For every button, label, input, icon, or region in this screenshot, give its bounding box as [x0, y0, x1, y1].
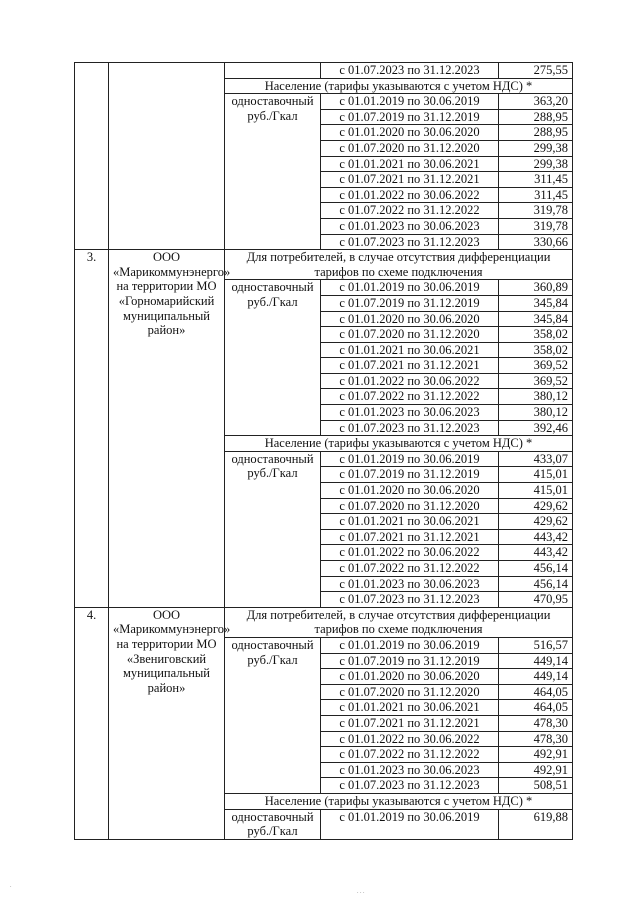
tariff-value: 360,89 [499, 280, 573, 296]
rate-type-label: одноставочный [231, 809, 314, 824]
tariff-period: с 01.07.2022 по 31.12.2022 [321, 747, 499, 763]
unit-label: руб./Гкал [247, 294, 298, 309]
tariff-period: с 01.07.2021 по 31.12.2021 [321, 358, 499, 374]
tariff-period: с 01.07.2022 по 31.12.2022 [321, 561, 499, 577]
tariff-value: 433,07 [499, 451, 573, 467]
tariff-period: с 01.07.2022 по 31.12.2022 [321, 389, 499, 405]
tariff-period: с 01.07.2020 по 31.12.2020 [321, 684, 499, 700]
rate-type-cell [225, 637, 321, 793]
tariff-value: 288,95 [499, 109, 573, 125]
tariff-value: 478,30 [499, 731, 573, 747]
organization-cell [109, 63, 225, 250]
tariff-value: 275,55 [499, 63, 573, 79]
tariff-value: 443,42 [499, 545, 573, 561]
population-header: Население (тарифы указываются с учетом НДС) * [225, 793, 573, 809]
entry-header-row [75, 607, 573, 637]
tariff-period: с 01.01.2020 по 30.06.2020 [321, 125, 499, 141]
unit-label: руб./Гкал [247, 824, 298, 839]
unit-label: руб./Гкал [247, 466, 298, 481]
tariff-value: 464,05 [499, 700, 573, 716]
unit-label: руб./Гкал [247, 108, 298, 123]
tariff-period: с 01.07.2020 по 31.12.2020 [321, 498, 499, 514]
tariff-value: 429,62 [499, 498, 573, 514]
tariff-period: с 01.01.2021 по 30.06.2021 [321, 156, 499, 172]
unit-label: руб./Гкал [247, 652, 298, 667]
tariff-period: с 01.07.2019 по 31.12.2019 [321, 467, 499, 483]
tariff-value: 299,38 [499, 156, 573, 172]
rate-type-cell [225, 809, 321, 839]
tariff-value: 516,57 [499, 637, 573, 653]
entry-number: 3. [75, 250, 109, 608]
rate-type-cell [225, 280, 321, 436]
tariff-period: с 01.07.2023 по 31.12.2023 [321, 234, 499, 250]
entry-number-cell [75, 63, 109, 250]
tariff-value: 470,95 [499, 592, 573, 608]
tariff-value: 363,20 [499, 94, 573, 110]
tariff-period: с 01.07.2019 по 31.12.2019 [321, 109, 499, 125]
tariff-value: 429,62 [499, 514, 573, 530]
section-header: Для потребителей, в случае отсутствия дифференциации тарифов по схеме подключения [225, 250, 573, 280]
tariff-row [75, 63, 573, 79]
tariff-period: с 01.01.2020 по 30.06.2020 [321, 311, 499, 327]
tariff-value: 319,78 [499, 218, 573, 234]
tariff-value: 443,42 [499, 529, 573, 545]
tariff-value: 369,52 [499, 358, 573, 374]
tariff-period: с 01.07.2019 по 31.12.2019 [321, 295, 499, 311]
scan-mark: . [10, 883, 12, 889]
tariff-period: с 01.07.2023 по 31.12.2023 [321, 778, 499, 794]
tariff-period: с 01.01.2019 по 30.06.2019 [321, 451, 499, 467]
tariff-period: с 01.01.2022 по 30.06.2022 [321, 187, 499, 203]
tariff-value: 449,14 [499, 653, 573, 669]
tariff-period: с 01.01.2019 по 30.06.2019 [321, 280, 499, 296]
tariff-period: с 01.01.2022 по 30.06.2022 [321, 731, 499, 747]
rate-type-label: одноставочный [231, 280, 314, 295]
rate-type-label: одноставочный [231, 94, 314, 109]
entry-header-row [75, 250, 573, 280]
tariff-period: с 01.07.2022 по 31.12.2022 [321, 203, 499, 219]
population-header: Население (тарифы указываются с учетом НДС) * [225, 78, 573, 94]
tariff-period: с 01.01.2019 по 30.06.2019 [321, 637, 499, 653]
page-mark: . . . [357, 889, 365, 895]
tariff-period: с 01.07.2020 по 31.12.2020 [321, 327, 499, 343]
tariff-value: 358,02 [499, 342, 573, 358]
tariff-value: 508,51 [499, 778, 573, 794]
tariff-value: 345,84 [499, 311, 573, 327]
tariff-value: 492,91 [499, 747, 573, 763]
tariff-value: 415,01 [499, 467, 573, 483]
tariff-period: с 01.07.2023 по 31.12.2023 [321, 592, 499, 608]
tariff-value: 456,14 [499, 561, 573, 577]
organization-name: ООО «Марикоммунэнерго» на территории МО «Горномарийский муниципальный район» [109, 250, 225, 608]
tariff-value: 392,46 [499, 420, 573, 436]
tariff-value: 415,01 [499, 483, 573, 499]
rate-type-label: одноставочный [231, 451, 314, 466]
tariff-value: 380,12 [499, 389, 573, 405]
tariff-period: с 01.07.2023 по 31.12.2023 [321, 420, 499, 436]
entry-number: 4. [75, 607, 109, 839]
tariff-period: с 01.01.2023 по 30.06.2023 [321, 576, 499, 592]
tariff-period: с 01.01.2023 по 30.06.2023 [321, 762, 499, 778]
tariff-period: с 01.07.2019 по 31.12.2019 [321, 653, 499, 669]
tariff-period: с 01.01.2019 по 30.06.2019 [321, 94, 499, 110]
tariff-value: 311,45 [499, 172, 573, 188]
tariff-value: 449,14 [499, 669, 573, 685]
rate-type-cell [225, 63, 321, 79]
tariff-value: 288,95 [499, 125, 573, 141]
tariff-value: 478,30 [499, 715, 573, 731]
tariff-period: с 01.01.2020 по 30.06.2020 [321, 669, 499, 685]
tariff-period: с 01.01.2023 по 30.06.2023 [321, 405, 499, 421]
rate-type-cell [225, 94, 321, 250]
tariff-value: 330,66 [499, 234, 573, 250]
tariff-period: с 01.07.2020 по 31.12.2020 [321, 140, 499, 156]
tariff-period: с 01.01.2022 по 30.06.2022 [321, 373, 499, 389]
tariff-value: 319,78 [499, 203, 573, 219]
tariff-period: с 01.07.2023 по 31.12.2023 [321, 63, 499, 79]
tariff-period: с 01.01.2021 по 30.06.2021 [321, 700, 499, 716]
tariff-value: 456,14 [499, 576, 573, 592]
tariff-period: с 01.01.2020 по 30.06.2020 [321, 483, 499, 499]
tariff-value: 369,52 [499, 373, 573, 389]
tariff-body [75, 63, 573, 840]
tariff-value: 380,12 [499, 405, 573, 421]
rate-type-label: одноставочный [231, 637, 314, 652]
tariff-period: с 01.01.2021 по 30.06.2021 [321, 514, 499, 530]
tariff-value: 299,38 [499, 140, 573, 156]
tariff-period: с 01.01.2021 по 30.06.2021 [321, 342, 499, 358]
section-header: Для потребителей, в случае отсутствия дифференциации тарифов по схеме подключения [225, 607, 573, 637]
organization-name: ООО «Марикоммунэнерго» на территории МО «Звениговский муниципальный район» [109, 607, 225, 839]
tariff-period: с 01.07.2021 по 31.12.2021 [321, 172, 499, 188]
tariff-period: с 01.01.2019 по 30.06.2019 [321, 809, 499, 839]
tariff-value: 492,91 [499, 762, 573, 778]
tariff-table [74, 62, 573, 840]
population-header: Население (тарифы указываются с учетом НДС) * [225, 436, 573, 452]
tariff-value: 464,05 [499, 684, 573, 700]
tariff-period: с 01.01.2023 по 30.06.2023 [321, 218, 499, 234]
tariff-period: с 01.01.2022 по 30.06.2022 [321, 545, 499, 561]
tariff-period: с 01.07.2021 по 31.12.2021 [321, 529, 499, 545]
rate-type-cell [225, 451, 321, 607]
tariff-period: с 01.07.2021 по 31.12.2021 [321, 715, 499, 731]
tariff-value: 345,84 [499, 295, 573, 311]
tariff-value: 311,45 [499, 187, 573, 203]
tariff-value: 619,88 [499, 809, 573, 839]
tariff-value: 358,02 [499, 327, 573, 343]
